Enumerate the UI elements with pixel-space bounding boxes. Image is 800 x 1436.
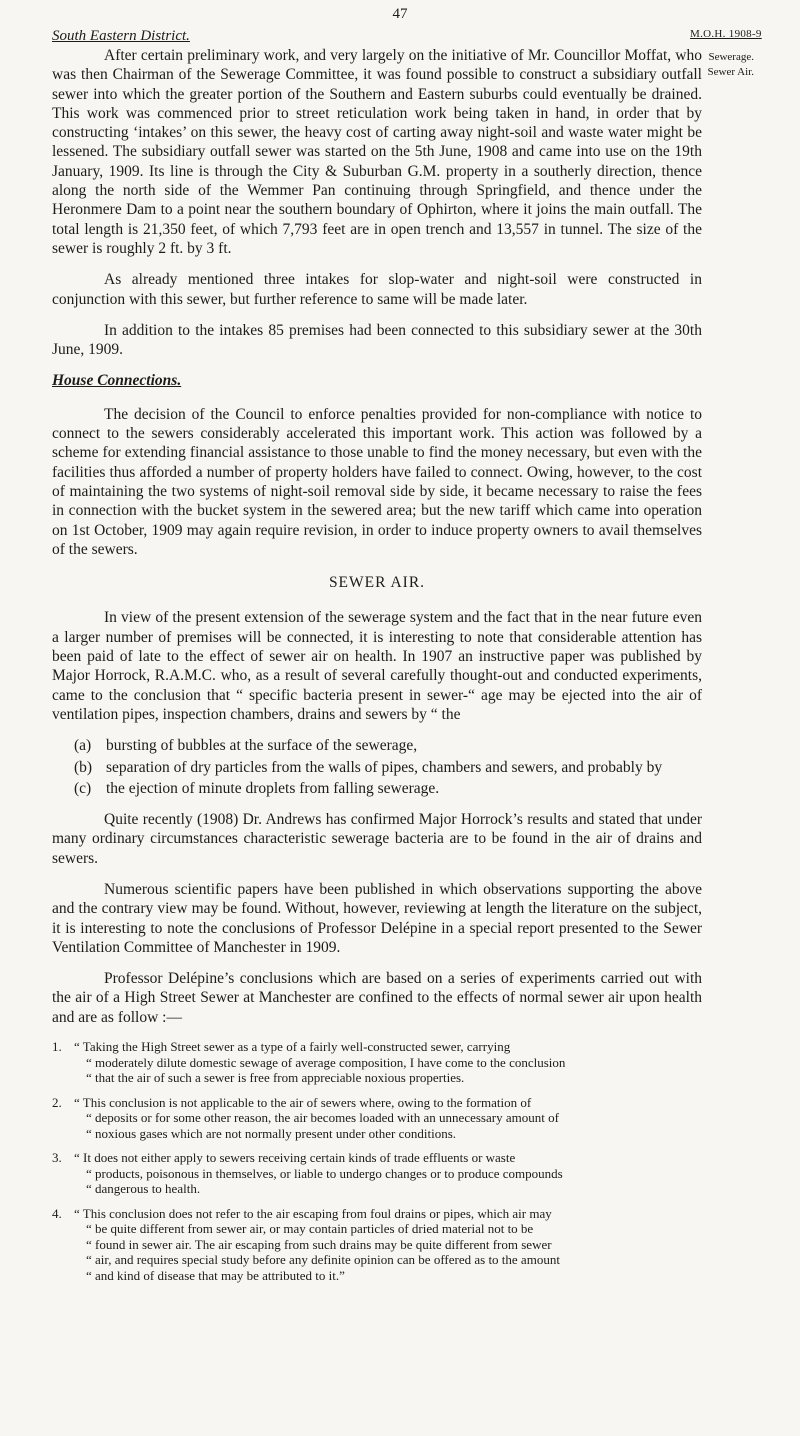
quote-item: 1. “ Taking the High Street sewer as a type of a fairly well-constructed sewer, carrying “ moderately dilute domestic sewage of average composition, I have come to the conclusion “ that the air of such a sewer is free from appreciable noxious properties.: [52, 1039, 566, 1086]
report-reference: M.O.H. 1908-9: [690, 28, 762, 40]
quote-item: 3. “ It does not either apply to sewers receiving certain kinds of trade effluents or waste “ products, poisonous in themselves, or liable to undergo changes or to produce compounds “ dangerous to health.: [52, 1150, 563, 1197]
paragraph-scientific-papers: Numerous scientific papers have been published in which observations supporting the above and the contrary view may be found. Without, however, reviewing at length the literature on the subject, it is interesting to note the conclusions of Professor Delépine in a special report presented to the Sewer Ventilation Committee of Manchester in 1909.: [52, 880, 702, 956]
page-body: [52, 46, 702, 1292]
running-head: South Eastern District.: [52, 28, 190, 44]
paragraph-sewer-air-intro: In view of the present extension of the sewerage system and the fact that in the near future even a larger number of premises will be connected, it is interesting to note that considerable attention has been paid of late to the effect of sewer air on health. In 1907 an instructive paper was published by Major Horrock, R.A.M.C. who, as a result of several carefully thought-out and conducted experiments, came to the conclusion that “ specific bacteria present in sewer-“ age may be ejected into the air of ventilation pipes, inspection chambers, drains and sewers by “ the: [52, 609, 702, 723]
paragraph-house-connections: The decision of the Council to enforce penalties provided for non-compliance with notice to connect to the sewers considerably accelerated this important work. This action was followed by a scheme for extending financial assistance to those unable to find the money necessary, but even with the facilities thus afforded a number of property holders have failed to connect. Owing, however, to the cost of maintaining the two systems of night-soil removal side by side, it became necessary to raise the fees in connection with the bucket system in the sewered area; but the new tariff which came into operation on 1st October, 1909 may again require revision, in order to induce property owners to avail themselves of the sewers.: [52, 405, 702, 558]
margin-note-sewerage: Sewerage.: [708, 51, 754, 63]
house-connections-heading: House Connections.: [52, 372, 182, 390]
paragraph-intakes: As already mentioned three intakes for slop-water and night-soil were constructed in conjunction with this sewer, but further reference to same will be made later.: [52, 271, 702, 308]
delepine-quotes: [52, 1039, 702, 1283]
page-number: 47: [392, 6, 408, 22]
margin-notes: [706, 50, 754, 80]
list-item: (c) the ejection of minute droplets from falling sewerage.: [74, 779, 440, 797]
bacteria-ejection-list: [74, 736, 702, 798]
paragraph-connected-premises: In addition to the intakes 85 premises had been connected to this subsidiary sewer at the 30th June, 1909.: [52, 321, 702, 359]
margin-note-sewer-air: Sewer Air.: [707, 66, 754, 78]
list-item: (a) bursting of bubbles at the surface of the sewerage,: [74, 737, 418, 755]
quote-item: 4. “ This conclusion does not refer to the air escaping from foul drains or pipes, which air may “ be quite different from sewer air, or may contain particles of dried material not to be “ found in sewer air. The air escaping from such drains may be quite different from sewer “ air, and requires special study before any definite opinion can be offered as to the amount “ and kind of disease that may be attributed to it.”: [52, 1205, 560, 1283]
quote-item: 2. “ This conclusion is not applicable to the air of sewers where, owing to the formation of “ deposits or for some other reason, the air becomes loaded with an unnecessary amount of “ noxious gases which are not normally present under other conditions.: [52, 1094, 559, 1141]
list-item: (b) separation of dry particles from the walls of pipes, chambers and sewers, and probably by: [74, 758, 663, 776]
sewer-air-heading: SEWER AIR.: [328, 574, 426, 592]
paragraph-subsidiary-sewer: After certain preliminary work, and very largely on the initiative of Mr. Councillor Moffat, who was then Chairman of the Sewerage Committee, it was found possible to construct a subsidiary outfall sewer into which the greater portion of the Southern and Eastern suburbs could eventually be drained. This work was commenced prior to street reticulation work being taken in hand, in order that by constructing ‘intakes’ on this sewer, the heavy cost of carting away night-soil and waste water might be lessened. The subsidiary outfall sewer was started on the 5th June, 1908 and came into use on the 19th January, 1909. Its line is through the City & Suburban G.M. property in a southerly direction, thence along the north side of the Wemmer Pan continuing through Springfield, and thence under the Heronmere Dam to a point near the southern boundary of Ophirton, where it joins the main outfall. The total length is 21,350 feet, of which 7,793 feet are in open trench and 13,557 in tunnel. The size of the sewer is roughly 2 ft. by 3 ft.: [52, 47, 702, 257]
paragraph-andrews: Quite recently (1908) Dr. Andrews has confirmed Major Horrock’s results and stated that under many ordinary circumstances characteristic sewerage bacteria are to be found in the air of drains and sewers.: [52, 811, 702, 867]
paragraph-delepine-conclusions: Professor Delépine’s conclusions which are based on a series of experiments carried out with the air of a High Street Sewer at Manchester are confined to the effects of normal sewer air upon health and are as follow :—: [52, 970, 702, 1026]
